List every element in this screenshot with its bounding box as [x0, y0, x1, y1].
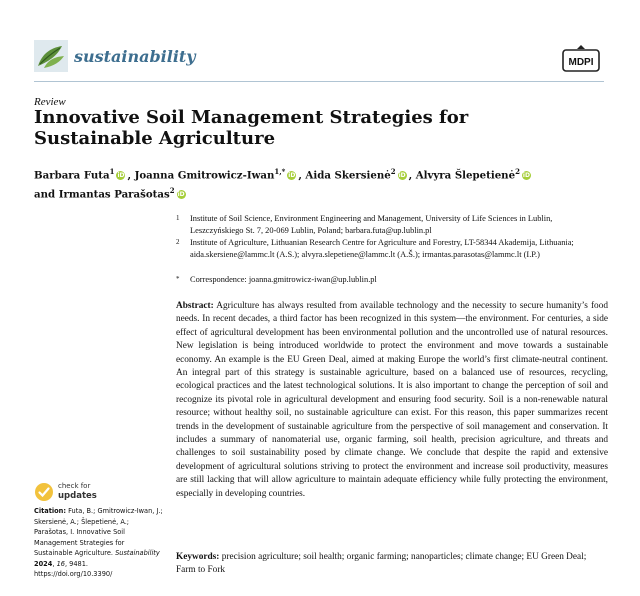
author-name[interactable]: Joanna Gmitrowicz-Iwan [134, 169, 275, 182]
author-name[interactable]: Alvyra Šlepetienė [415, 169, 516, 182]
affiliation-number: * [176, 275, 180, 283]
citation-journal: Sustainability [115, 549, 160, 557]
affiliation-1 [176, 213, 606, 236]
correspondence [176, 274, 606, 286]
mdpi-logo-icon[interactable] [558, 44, 604, 74]
orcid-icon[interactable]: iD [177, 191, 185, 199]
author-line-2 [34, 183, 594, 202]
citation-pages: , 9481. [64, 559, 89, 568]
author-name[interactable]: Irmantas Parašotas [58, 188, 170, 201]
keywords-text: precision agriculture; soil health; organic farming; nanoparticles; climate change; EU Green Deal; Farm to Fork [176, 552, 587, 576]
author-sup: 2 [390, 167, 396, 176]
author-list [34, 164, 594, 203]
keywords-label: Keywords: [176, 552, 220, 562]
affiliation-2 [176, 237, 606, 260]
mdpi-label: MDPI [568, 57, 594, 68]
orcid-icon[interactable]: iD [522, 171, 530, 179]
check-for-updates-button[interactable] [34, 481, 144, 503]
orcid-icon[interactable]: iD [288, 171, 296, 179]
affiliation-number: 1 [176, 214, 180, 222]
citation-label: Citation: [34, 507, 66, 515]
author-sup: 1,* [274, 167, 286, 176]
check-updates-big: updates [58, 491, 97, 501]
article-title: Innovative Soil Management Strategies for Sustainable Agriculture [34, 107, 469, 149]
citation-doi-link[interactable]: https://doi.org/10.3390/ [34, 570, 113, 578]
affiliation-text: Institute of Agriculture, Lithuanian Research Centre for Agriculture and Forestry, LT-58344 Akademija, Lithuania; aida.skersiene@lammc.lt (A.S.); alvyra.slepetiene@lammc.lt (A.Š.); irmantas.parasotas@lammc.lt (I.P.) [190, 238, 574, 259]
author-line-1: Barbara Futa$^1$ iD , Joanna Gmitrowicz-Iwan$^{1,*}$ iD , Aida Skersienė$^2$ iD , Alvyra Šlepetienė$^2$ iD [34, 167, 530, 182]
keywords [176, 551, 608, 578]
affiliation-text: Institute of Soil Science, Environment Engineering and Management, University of Life Sciences in Lublin, Leszczyńskiego St. 7, 20-069 Lublin, Poland; barbara.futa@up.lublin.pl [190, 214, 553, 235]
abstract-text: Agriculture has always resulted from available technology and the necessity to secure humanity’s food needs. In recent decades, a third factor has been recognized in this system—the environment. For centuries, a side effect of agricultural development has been environmental pollution and the uncontrolled use of natural resources. New legislation is being introduced worldwide to protect the environment and move towards a sustainable economy. An example is the EU Green Deal, aimed at making Europe the world’s first climate-neutral continent. An integral part of this strategy is sustainable agriculture, based on a balanced use of resources, recycling, ecological practices and the latest technological solutions. It is also important to change the perception of soil and recognize its pivotal role in agricultural development and ensuring food security. Soil is a non-renewable natural resource; without healthy soil, no sustainable agriculture can exist. For this reason, this paper summarizes recent trends in the development of sustainable agriculture from the perspective of soil management and conservation. It includes a summary of nanomaterial use, organic farming, soil health, precision agriculture, and threats and challenges to soil sustainability posed by climate change. We conclude that despite the rapid and extensive development of agricultural solutions striving to protect the environment and increase soil productivity, measures are still lacking that will allow agriculture to maintain adequate efficiency while fully protecting the environment, especially in developing countries. [176, 301, 608, 499]
author-sup: 2 [515, 167, 520, 176]
abstract-label: Abstract: [176, 301, 214, 311]
affiliation-number: 2 [176, 238, 180, 246]
author-sup: 2 [169, 186, 175, 196]
author-name[interactable]: Barbara Futa [34, 169, 110, 182]
abstract [176, 300, 608, 501]
check-updates-small: check for [58, 482, 91, 490]
journal-logo-icon [34, 40, 68, 72]
author-name[interactable]: Aida Skersienė [305, 169, 391, 182]
citation-text: Futa, B.; Gmitrowicz-Iwan, J.; Skersienė, A.; Šlepetienė, A.; Parašotas, I. Innovative Soil Management Strategies for Sustainable Agriculture. [34, 507, 163, 557]
citation-year: 2024 [34, 559, 53, 568]
journal-name[interactable]: sustainability [74, 47, 196, 66]
orcid-icon[interactable]: iD [117, 171, 125, 179]
header-divider [34, 81, 604, 82]
check-updates-icon [34, 482, 54, 502]
citation-block: Citation: Futa, B.; Gmitrowicz-Iwan, J.; Skersienė, A.; Šlepetienė, A.; Parašotas, I. Innovative Soil Management Strategies for Sustainable Agriculture. Sustainability 2024, 16, 9481. https://doi.org/10.3390/ [34, 507, 163, 578]
affiliation-text: Correspondence: joanna.gmitrowicz-iwan@up.lublin.pl [190, 275, 377, 284]
author-sup: 1 [109, 167, 115, 176]
citation-volume: 16 [56, 559, 65, 568]
article-type: Review [34, 96, 66, 108]
orcid-icon[interactable]: iD [398, 171, 406, 179]
author-prefix: and [34, 188, 59, 201]
